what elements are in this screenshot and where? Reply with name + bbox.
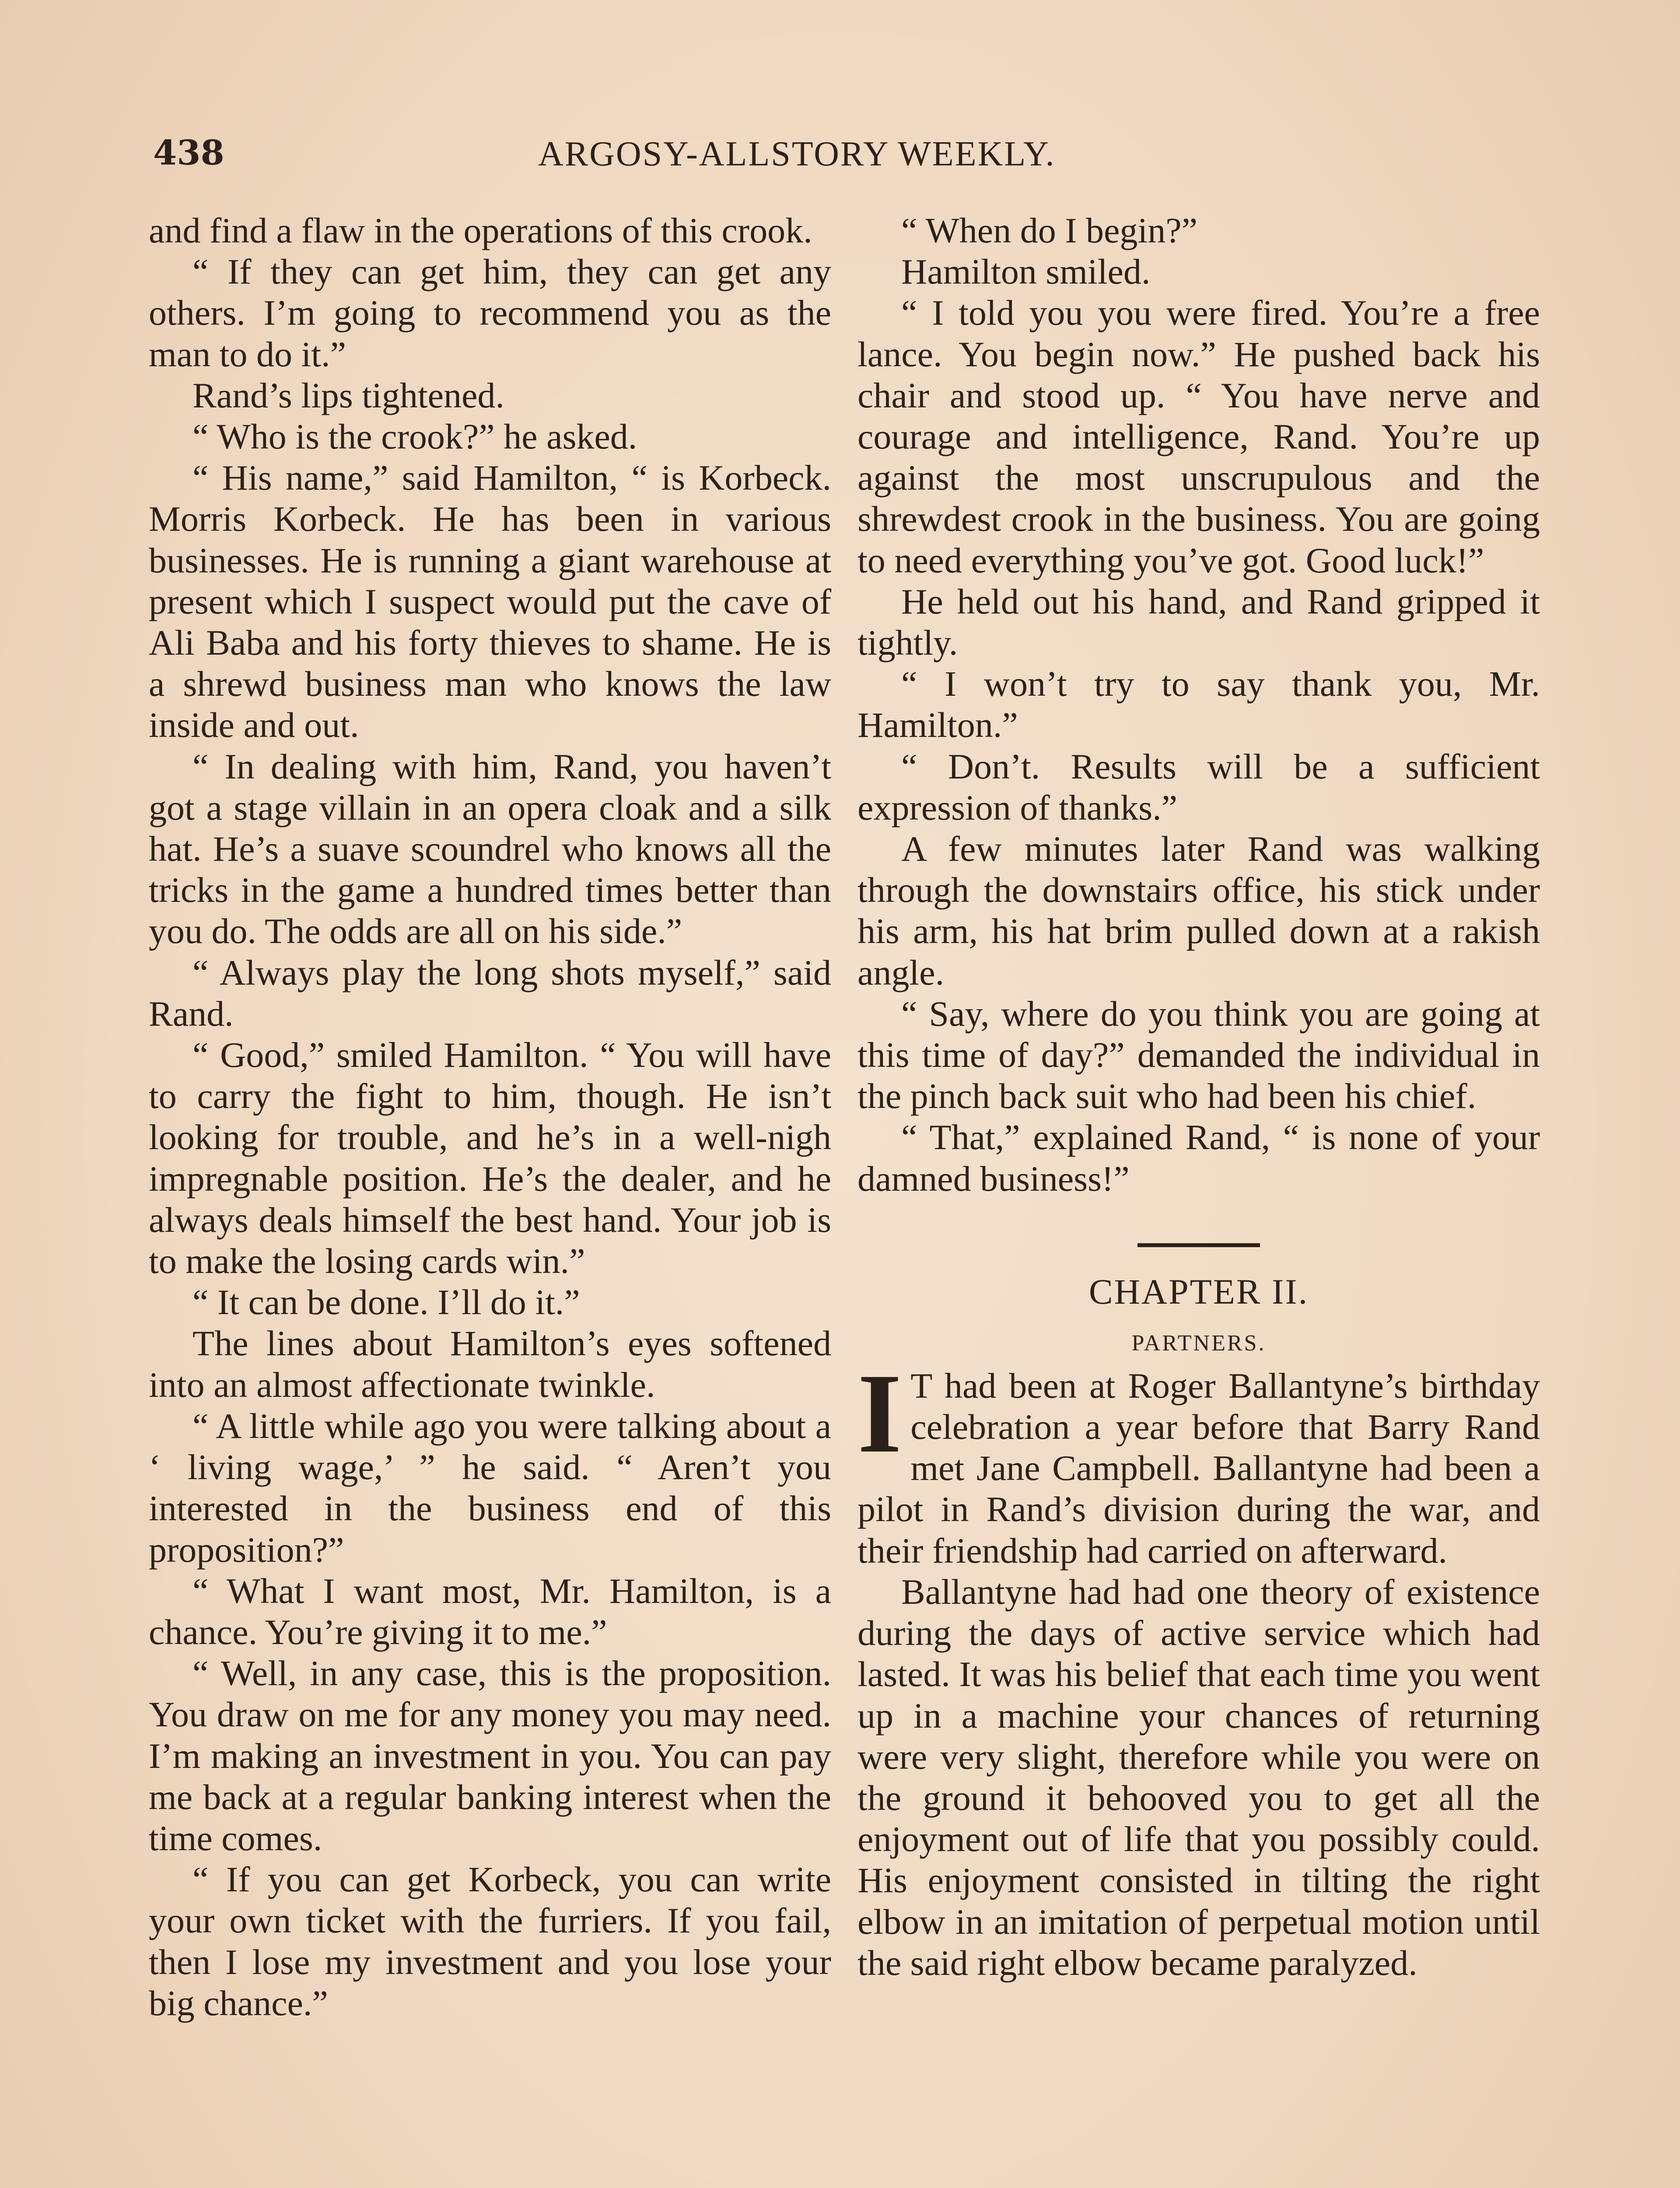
paragraph: and find a flaw in the operations of this crook. (149, 210, 812, 250)
paragraph: “ I won’t try to say thank you, Mr. Hamilton.” (858, 664, 1540, 745)
paragraph: “ Always play the long shots myself,” said Rand. (149, 952, 831, 1034)
drop-cap: I (858, 1350, 902, 1476)
paragraph: “ If you can get Korbeck, you can write your own ticket with the furriers. If you fail, then I lose my investment and you lose your big chance.” (149, 1859, 831, 2023)
paragraph: “ It can be done. I’ll do it.” (192, 1282, 580, 1322)
chapter-title: CHAPTER II. (1088, 1271, 1309, 1311)
paragraph: “ Who is the crook?” he asked. (192, 417, 637, 457)
paragraph: “ I told you you were fired. You’re a free lance. You begin now.” He pushed back his chair and stood up. “ You have nerve and courage and intelligence, Rand. You’re up against the most unscrupulous and the shrewdest crook in the business. You are going to need everything you’ve got. Good luck!” (858, 293, 1540, 580)
right-column (858, 210, 1540, 1984)
paragraph: “ If they can get him, they can get any others. I’m going to recommend you as the man to do it.” (149, 252, 831, 374)
paragraph: Hamilton smiled. (901, 252, 1151, 292)
chapter-subtitle: PARTNERS. (1131, 1330, 1266, 1356)
running-head: ARGOSY-ALLSTORY WEEKLY. (538, 135, 1056, 173)
paragraph: “ When do I begin?” (901, 210, 1197, 250)
paragraph: “ His name,” said Hamilton, “ is Korbeck. Morris Korbeck. He has been in various businesses. He is running a giant warehouse at present which I suspect would put the cave of Ali Baba and his forty thieves to shame. He is a shrewd business man who knows the law inside and out. (149, 458, 831, 745)
paragraph: “ A little while ago you were talking about a ‘ living wage,’ ” he said. “ Aren’t you interested in the business end of this proposition?” (149, 1406, 831, 1570)
section-divider (1138, 1243, 1260, 1247)
paragraph: “ Good,” smiled Hamilton. “ You will have to carry the fight to him, though. He isn’t looking for trouble, and he’s in a well-nigh impregnable position. He’s the dealer, and he always deals himself the best hand. Your job is to make the losing cards win.” (149, 1035, 831, 1281)
chapter-opening-text: T had been at Roger Ballantyne’s birthday celebration a year before that Barry Rand met Jane Campbell. Ballantyne had been a pilot in Rand’s division during the war, and their friendship had carried on afterward. (858, 1365, 1540, 1571)
paragraph: A few minutes later Rand was walking through the downstairs office, his stick under his arm, his hat brim pulled down at a rakish angle. (858, 829, 1540, 992)
paragraph: Rand’s lips tightened. (192, 375, 504, 415)
paragraph: “ Say, where do you think you are going at this time of day?” demanded the individual in the pinch back suit who had been his chief. (858, 993, 1540, 1116)
magazine-page (144, 127, 1544, 2188)
paragraph: “ That,” explained Rand, “ is none of your damned business!” (858, 1117, 1540, 1199)
page-header (144, 127, 1544, 179)
paragraph: Ballantyne had had one theory of existence during the days of active service which had lasted. It was his belief that each time you went up in a machine your chances of returning were very slight, therefore while you were on the ground it behooved you to get all the enjoyment out of life that you possibly could. His enjoyment consisted in tilting the right elbow in an imitation of perpetual motion until the said right elbow became paralyzed. (858, 1571, 1540, 1983)
paragraph: He held out his hand, and Rand gripped it tightly. (858, 581, 1540, 663)
chapter-opening-paragraph (858, 1350, 1540, 1571)
paragraph: “ What I want most, Mr. Hamilton, is a chance. You’re giving it to me.” (149, 1571, 831, 1652)
left-column (149, 210, 831, 2024)
paragraph: The lines about Hamilton’s eyes softened into an almost affectionate twinkle. (149, 1323, 831, 1405)
paragraph: “ In dealing with him, Rand, you haven’t got a stage villain in an opera cloak and a silk hat. He’s a suave scoundrel who knows all the tricks in the game a hundred times better than you do. The odds are all on his side.” (149, 746, 831, 951)
page-number: 438 (153, 133, 224, 173)
paragraph: “ Don’t. Results will be a sufficient expression of thanks.” (858, 746, 1540, 828)
paragraph: “ Well, in any case, this is the proposition. You draw on me for any money you may need. I’m making an investment in you. You can pay me back at a regular banking interest when the time comes. (149, 1653, 831, 1858)
